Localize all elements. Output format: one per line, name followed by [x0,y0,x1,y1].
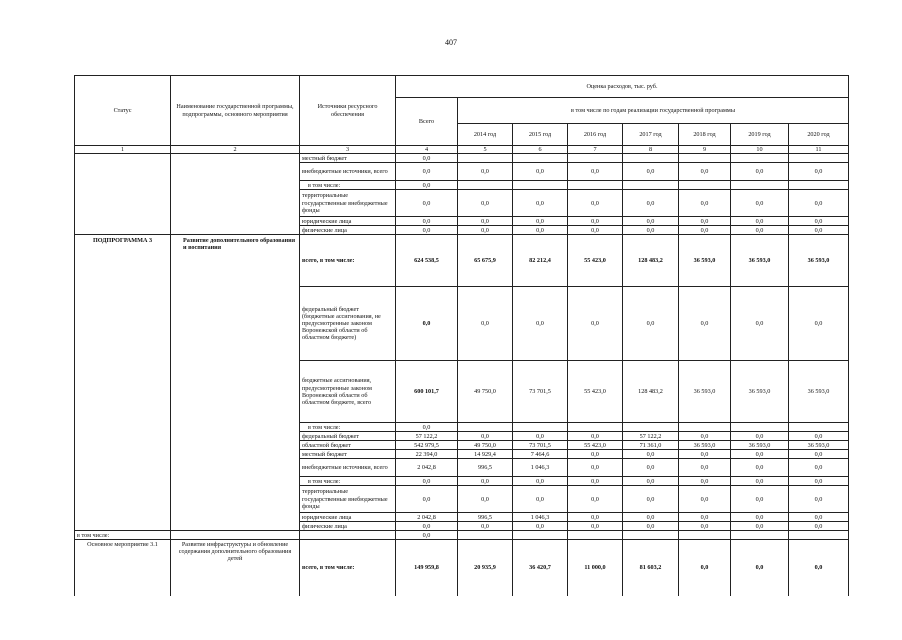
value-cell: 73 701,5 [513,361,568,423]
source-label: внебюджетные источники, всего [300,163,396,181]
value-cell: 0,0 [458,477,513,486]
prev-status-cell [75,154,171,235]
budget-table [74,75,849,596]
value-cell: 0,0 [789,432,849,441]
value-cell: 600 101,7 [396,361,458,423]
value-cell: 11 000,0 [568,540,623,596]
value-cell [679,154,731,163]
value-cell: 36 593,0 [731,235,789,287]
value-cell: 0,0 [396,486,458,513]
value-cell: 0,0 [396,154,458,163]
source-label: всего, в том числе: [300,235,396,287]
value-cell: 0,0 [731,190,789,217]
value-cell: 55 423,0 [568,361,623,423]
value-cell: 1 046,3 [513,513,568,522]
prev-name-cell [171,154,300,235]
source-label: юридические лица [300,217,396,226]
value-cell: 2 042,8 [396,513,458,522]
value-cell: 128 483,2 [623,361,679,423]
colnum: 7 [568,146,623,154]
value-cell: 0,0 [789,217,849,226]
value-cell: 2 042,8 [396,459,458,477]
value-cell [568,154,623,163]
value-cell: 0,0 [458,226,513,235]
value-cell [458,423,513,432]
value-cell: 73 701,5 [513,441,568,450]
value-cell [679,423,731,432]
value-cell: 81 603,2 [623,540,679,596]
value-cell: 0,0 [731,287,789,361]
value-cell: 0,0 [568,163,623,181]
value-cell: 996,5 [458,459,513,477]
year-2017: 2017 год [623,124,679,146]
value-cell: 36 593,0 [679,441,731,450]
value-cell: 49 750,0 [458,361,513,423]
value-cell: 0,0 [623,522,679,531]
value-cell: 0,0 [513,287,568,361]
value-cell: 0,0 [623,190,679,217]
source-label: территориальные государственные внебюджетные фонды [300,486,396,513]
value-cell: 36 593,0 [789,441,849,450]
value-cell: 0,0 [568,486,623,513]
source-label: физические лица [300,522,396,531]
source-label: в том числе: [300,181,396,190]
year-2016: 2016 год [568,124,623,146]
value-cell: 0,0 [396,522,458,531]
value-cell: 22 394,0 [396,450,458,459]
value-cell: 0,0 [679,477,731,486]
value-cell: 0,0 [396,181,458,190]
empty-cell [568,531,623,540]
value-cell [623,181,679,190]
value-cell: 36 593,0 [731,361,789,423]
value-cell: 0,0 [513,522,568,531]
source-label: всего, в том числе: [300,540,396,596]
source-label: бюджетные ассигнования, предусмотренные законом Воронежской области об областном бюджете, всего [300,361,396,423]
value-cell: 0,0 [458,217,513,226]
value-cell: 0,0 [513,217,568,226]
value-cell: 128 483,2 [623,235,679,287]
value-cell: 0,0 [396,190,458,217]
value-cell: 0,0 [789,226,849,235]
table-row [75,154,849,163]
value-cell: 0,0 [679,459,731,477]
empty-cell [300,531,396,540]
value-cell: 0,0 [679,190,731,217]
value-cell: 55 423,0 [568,235,623,287]
source-label: юридические лица [300,513,396,522]
source-label: областной бюджет [300,441,396,450]
value-cell: 0,0 [568,432,623,441]
value-cell [679,181,731,190]
colnum: 9 [679,146,731,154]
empty-cell [623,531,679,540]
colnum: 5 [458,146,513,154]
value-cell: 0,0 [679,450,731,459]
colnum: 2 [171,146,300,154]
value-cell: 0,0 [568,513,623,522]
value-cell: 0,0 [513,190,568,217]
value-cell: 36 593,0 [679,361,731,423]
value-cell: 0,0 [789,163,849,181]
value-cell [623,154,679,163]
value-cell [789,154,849,163]
table-row [75,531,849,540]
value-cell: 36 420,7 [513,540,568,596]
main-event-status: Основное мероприятие 3.1 [75,540,171,596]
value-cell: 0,0 [623,217,679,226]
year-2020: 2020 год [789,124,849,146]
value-cell: 0,0 [731,226,789,235]
value-cell: 0,0 [731,477,789,486]
value-cell: 0,0 [789,477,849,486]
source-label: в том числе: [300,423,396,432]
source-label: федеральный бюджет (бюджетные ассигнования, не предусмотренные законом Воронежской области об областном бюджете) [300,287,396,361]
header-total: Всего [396,98,458,146]
value-cell: 0,0 [731,522,789,531]
empty-cell [513,531,568,540]
value-cell: 0,0 [568,217,623,226]
value-cell: 0,0 [731,163,789,181]
source-label: территориальные государственные внебюджетные фонды [300,190,396,217]
value-cell: 0,0 [513,477,568,486]
value-cell: 0,0 [513,163,568,181]
value-cell: 65 675,9 [458,235,513,287]
year-2019: 2019 год [731,124,789,146]
subprogram-name: Развитие дополнительного образования и воспитания [171,235,300,531]
value-cell: 0,0 [679,217,731,226]
value-cell: 0,0 [731,450,789,459]
source-label: федеральный бюджет [300,432,396,441]
table-row [75,540,849,596]
year-2015: 2015 год [513,124,568,146]
value-cell: 0,0 [396,226,458,235]
value-cell: 0,0 [568,477,623,486]
value-cell: 0,0 [396,423,458,432]
empty-cell [458,531,513,540]
value-cell: 0,0 [458,163,513,181]
value-cell: 0,0 [731,217,789,226]
colnum: 6 [513,146,568,154]
value-cell: 0,0 [623,226,679,235]
source-label: в том числе: [300,477,396,486]
colnum: 11 [789,146,849,154]
value-cell: 0,0 [731,486,789,513]
value-cell: 0,0 [623,513,679,522]
value-cell: 0,0 [679,163,731,181]
value-cell: 0,0 [568,450,623,459]
value-cell [789,181,849,190]
value-cell [623,423,679,432]
page-number: 407 [445,38,457,47]
colnum: 8 [623,146,679,154]
value-cell [568,423,623,432]
value-cell: 55 423,0 [568,441,623,450]
value-cell: 0,0 [623,287,679,361]
value-cell: 0,0 [396,287,458,361]
value-cell: 0,0 [789,513,849,522]
value-cell: 71 361,0 [623,441,679,450]
year-2018: 2018 год [679,124,731,146]
empty-cell [731,531,789,540]
header-name: Наименование государственной программы, подпрограммы, основного мероприятия [171,76,300,146]
value-cell: 0,0 [731,432,789,441]
value-cell: 0,0 [679,540,731,596]
header-status: Статус [75,76,171,146]
value-cell: 0,0 [789,522,849,531]
value-cell: 0,0 [623,450,679,459]
value-cell [731,154,789,163]
subprogram-status: ПОДПРОГРАММА 3 [75,235,171,531]
value-cell: 0,0 [396,477,458,486]
value-cell: 0,0 [679,226,731,235]
table-row [75,235,849,287]
value-cell: 0,0 [789,459,849,477]
year-2014: 2014 год [458,124,513,146]
value-cell: 14 929,4 [458,450,513,459]
value-cell: 0,0 [568,226,623,235]
value-cell [731,423,789,432]
value-cell: 0,0 [396,163,458,181]
empty-cell [679,531,731,540]
source-label: местный бюджет [300,450,396,459]
value-cell: 36 593,0 [731,441,789,450]
colnum: 10 [731,146,789,154]
value-cell: 0,0 [679,513,731,522]
value-cell: 0,0 [458,432,513,441]
value-cell: 0,0 [679,432,731,441]
value-cell: 996,5 [458,513,513,522]
value-cell: 0,0 [679,486,731,513]
column-numbers-row [75,146,849,154]
value-cell: 0,0 [513,226,568,235]
value-cell [731,181,789,190]
value-cell: 0,0 [458,190,513,217]
value-cell: 0,0 [513,486,568,513]
value-cell: 0,0 [396,217,458,226]
value-cell: 36 593,0 [789,361,849,423]
value-cell: 7 464,6 [513,450,568,459]
value-cell [458,181,513,190]
empty-cell [171,531,300,540]
value-cell: 0,0 [458,287,513,361]
value-cell: 0,0 [789,190,849,217]
source-label: внебюджетные источники, всего [300,459,396,477]
empty-cell [789,531,849,540]
value-cell: 0,0 [789,486,849,513]
source-label: местный бюджет [300,154,396,163]
value-cell: 542 979,5 [396,441,458,450]
main-event-name: Развитие инфраструктуры и обновление содержания дополнительного образования детей [171,540,300,596]
in-that-number-label: в том числе: [75,531,171,540]
value-cell: 36 593,0 [789,235,849,287]
value-cell: 1 046,3 [513,459,568,477]
colnum: 3 [300,146,396,154]
value-cell: 0,0 [513,432,568,441]
value-cell [458,154,513,163]
header-sources: Источники ресурсного обеспечения [300,76,396,146]
value-cell [568,181,623,190]
value-cell [513,181,568,190]
value-cell: 0,0 [731,540,789,596]
value-cell: 0,0 [789,540,849,596]
value-cell: 0,0 [458,486,513,513]
value-cell: 20 935,9 [458,540,513,596]
value-cell: 0,0 [568,287,623,361]
value-cell: 0,0 [679,522,731,531]
value-cell: 82 212,4 [513,235,568,287]
value-cell: 0,0 [623,163,679,181]
value-cell: 149 959,8 [396,540,458,596]
value-cell: 0,0 [623,477,679,486]
value-cell: 57 122,2 [623,432,679,441]
value-cell: 0,0 [568,190,623,217]
value-cell: 57 122,2 [396,432,458,441]
value-cell: 0,0 [731,459,789,477]
value-cell: 0,0 [679,287,731,361]
header-estimate: Оценка расходов, тыс. руб. [396,76,849,98]
value-cell [789,423,849,432]
value-cell: 36 593,0 [679,235,731,287]
value-cell: 49 750,0 [458,441,513,450]
source-label: физические лица [300,226,396,235]
value-cell: 0,0 [789,287,849,361]
value-cell: 0,0 [458,522,513,531]
value-cell [513,154,568,163]
colnum: 4 [396,146,458,154]
value-cell: 0,0 [568,459,623,477]
value-cell: 0,0 [731,513,789,522]
value-cell: 0,0 [568,522,623,531]
value-cell: 0,0 [623,459,679,477]
value-cell: 0,0 [789,450,849,459]
colnum: 1 [75,146,171,154]
value-cell: 0,0 [396,531,458,540]
value-cell: 624 538,5 [396,235,458,287]
value-cell [513,423,568,432]
header-by-years: в том числе по годам реализации государственной программы [458,98,849,124]
value-cell: 0,0 [623,486,679,513]
